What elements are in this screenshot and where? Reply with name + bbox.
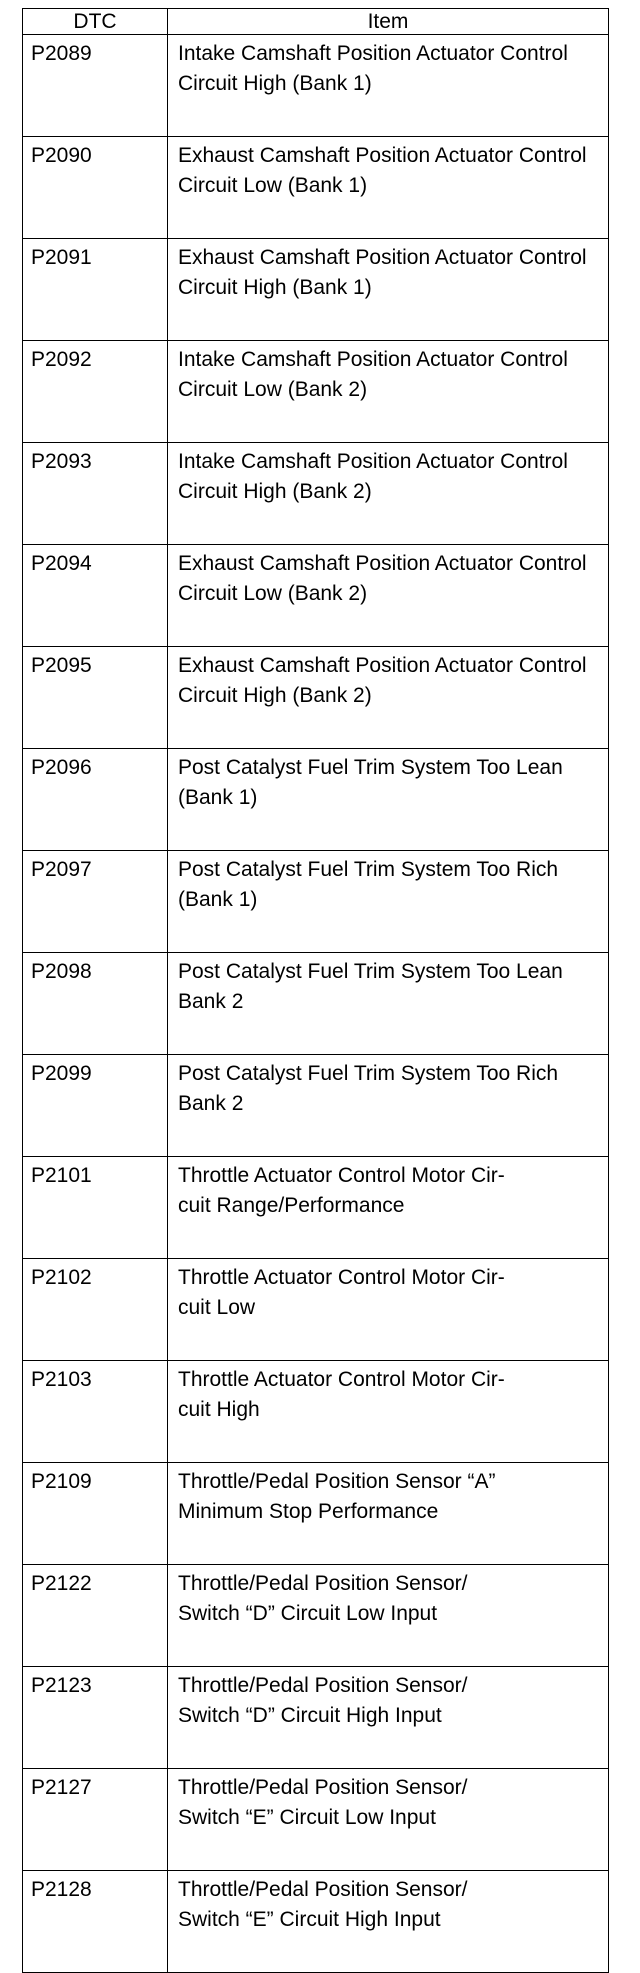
dtc-code-cell: P2102	[23, 1259, 168, 1361]
table-row	[23, 749, 609, 851]
dtc-code-cell: P2098	[23, 953, 168, 1055]
dtc-item-cell: Throttle Actuator Control Motor Cir- cuit Low	[168, 1259, 609, 1361]
table-row	[23, 443, 609, 545]
dtc-item-cell: Throttle/Pedal Position Sensor/ Switch “D” Circuit High Input	[168, 1667, 609, 1769]
item-column-header: Item	[168, 9, 609, 35]
table-row	[23, 137, 609, 239]
table-row	[23, 647, 609, 749]
dtc-code-cell: P2095	[23, 647, 168, 749]
dtc-code-cell: P2099	[23, 1055, 168, 1157]
dtc-code-cell: P2089	[23, 35, 168, 137]
dtc-code-cell: P2092	[23, 341, 168, 443]
dtc-code-cell: P2101	[23, 1157, 168, 1259]
dtc-item-cell: Throttle Actuator Control Motor Cir- cuit Range/Performance	[168, 1157, 609, 1259]
dtc-code-cell: P2090	[23, 137, 168, 239]
dtc-item-cell: Throttle/Pedal Position Sensor “A” Minimum Stop Performance	[168, 1463, 609, 1565]
table-row	[23, 1055, 609, 1157]
dtc-code-cell: P2097	[23, 851, 168, 953]
dtc-item-cell: Exhaust Camshaft Position Actuator Control Circuit Low (Bank 2)	[168, 545, 609, 647]
table-row	[23, 851, 609, 953]
table-body	[23, 35, 609, 1973]
table-row	[23, 1769, 609, 1871]
table-row	[23, 953, 609, 1055]
dtc-item-cell: Exhaust Camshaft Position Actuator Control Circuit Low (Bank 1)	[168, 137, 609, 239]
table-row	[23, 1565, 609, 1667]
table-row	[23, 1361, 609, 1463]
table-row	[23, 1667, 609, 1769]
table-row	[23, 545, 609, 647]
dtc-item-cell: Intake Camshaft Position Actuator Control Circuit Low (Bank 2)	[168, 341, 609, 443]
dtc-item-cell: Intake Camshaft Position Actuator Control Circuit High (Bank 1)	[168, 35, 609, 137]
dtc-code-cell: P2096	[23, 749, 168, 851]
dtc-code-cell: P2103	[23, 1361, 168, 1463]
dtc-item-cell: Post Catalyst Fuel Trim System Too Lean (Bank 1)	[168, 749, 609, 851]
dtc-column-header: DTC	[23, 9, 168, 35]
dtc-code-cell: P2122	[23, 1565, 168, 1667]
dtc-code-cell: P2093	[23, 443, 168, 545]
table-row	[23, 341, 609, 443]
dtc-code-cell: P2109	[23, 1463, 168, 1565]
dtc-item-cell: Post Catalyst Fuel Trim System Too Rich (Bank 1)	[168, 851, 609, 953]
table-row	[23, 1871, 609, 1973]
table-row	[23, 1259, 609, 1361]
dtc-item-cell: Exhaust Camshaft Position Actuator Control Circuit High (Bank 1)	[168, 239, 609, 341]
dtc-item-cell: Throttle/Pedal Position Sensor/ Switch “E” Circuit High Input	[168, 1871, 609, 1973]
table-header-row	[23, 9, 609, 35]
table-row	[23, 1463, 609, 1565]
dtc-code-cell: P2128	[23, 1871, 168, 1973]
dtc-code-cell: P2091	[23, 239, 168, 341]
dtc-code-cell: P2127	[23, 1769, 168, 1871]
dtc-item-cell: Throttle/Pedal Position Sensor/ Switch “E” Circuit Low Input	[168, 1769, 609, 1871]
table-row	[23, 239, 609, 341]
dtc-item-cell: Throttle Actuator Control Motor Cir- cuit High	[168, 1361, 609, 1463]
dtc-table	[22, 8, 609, 1973]
table-row	[23, 35, 609, 137]
dtc-code-cell: P2094	[23, 545, 168, 647]
table-row	[23, 1157, 609, 1259]
dtc-item-cell: Intake Camshaft Position Actuator Control Circuit High (Bank 2)	[168, 443, 609, 545]
dtc-item-cell: Post Catalyst Fuel Trim System Too Lean Bank 2	[168, 953, 609, 1055]
dtc-item-cell: Exhaust Camshaft Position Actuator Control Circuit High (Bank 2)	[168, 647, 609, 749]
dtc-item-cell: Throttle/Pedal Position Sensor/ Switch “D” Circuit Low Input	[168, 1565, 609, 1667]
dtc-code-cell: P2123	[23, 1667, 168, 1769]
dtc-item-cell: Post Catalyst Fuel Trim System Too Rich Bank 2	[168, 1055, 609, 1157]
